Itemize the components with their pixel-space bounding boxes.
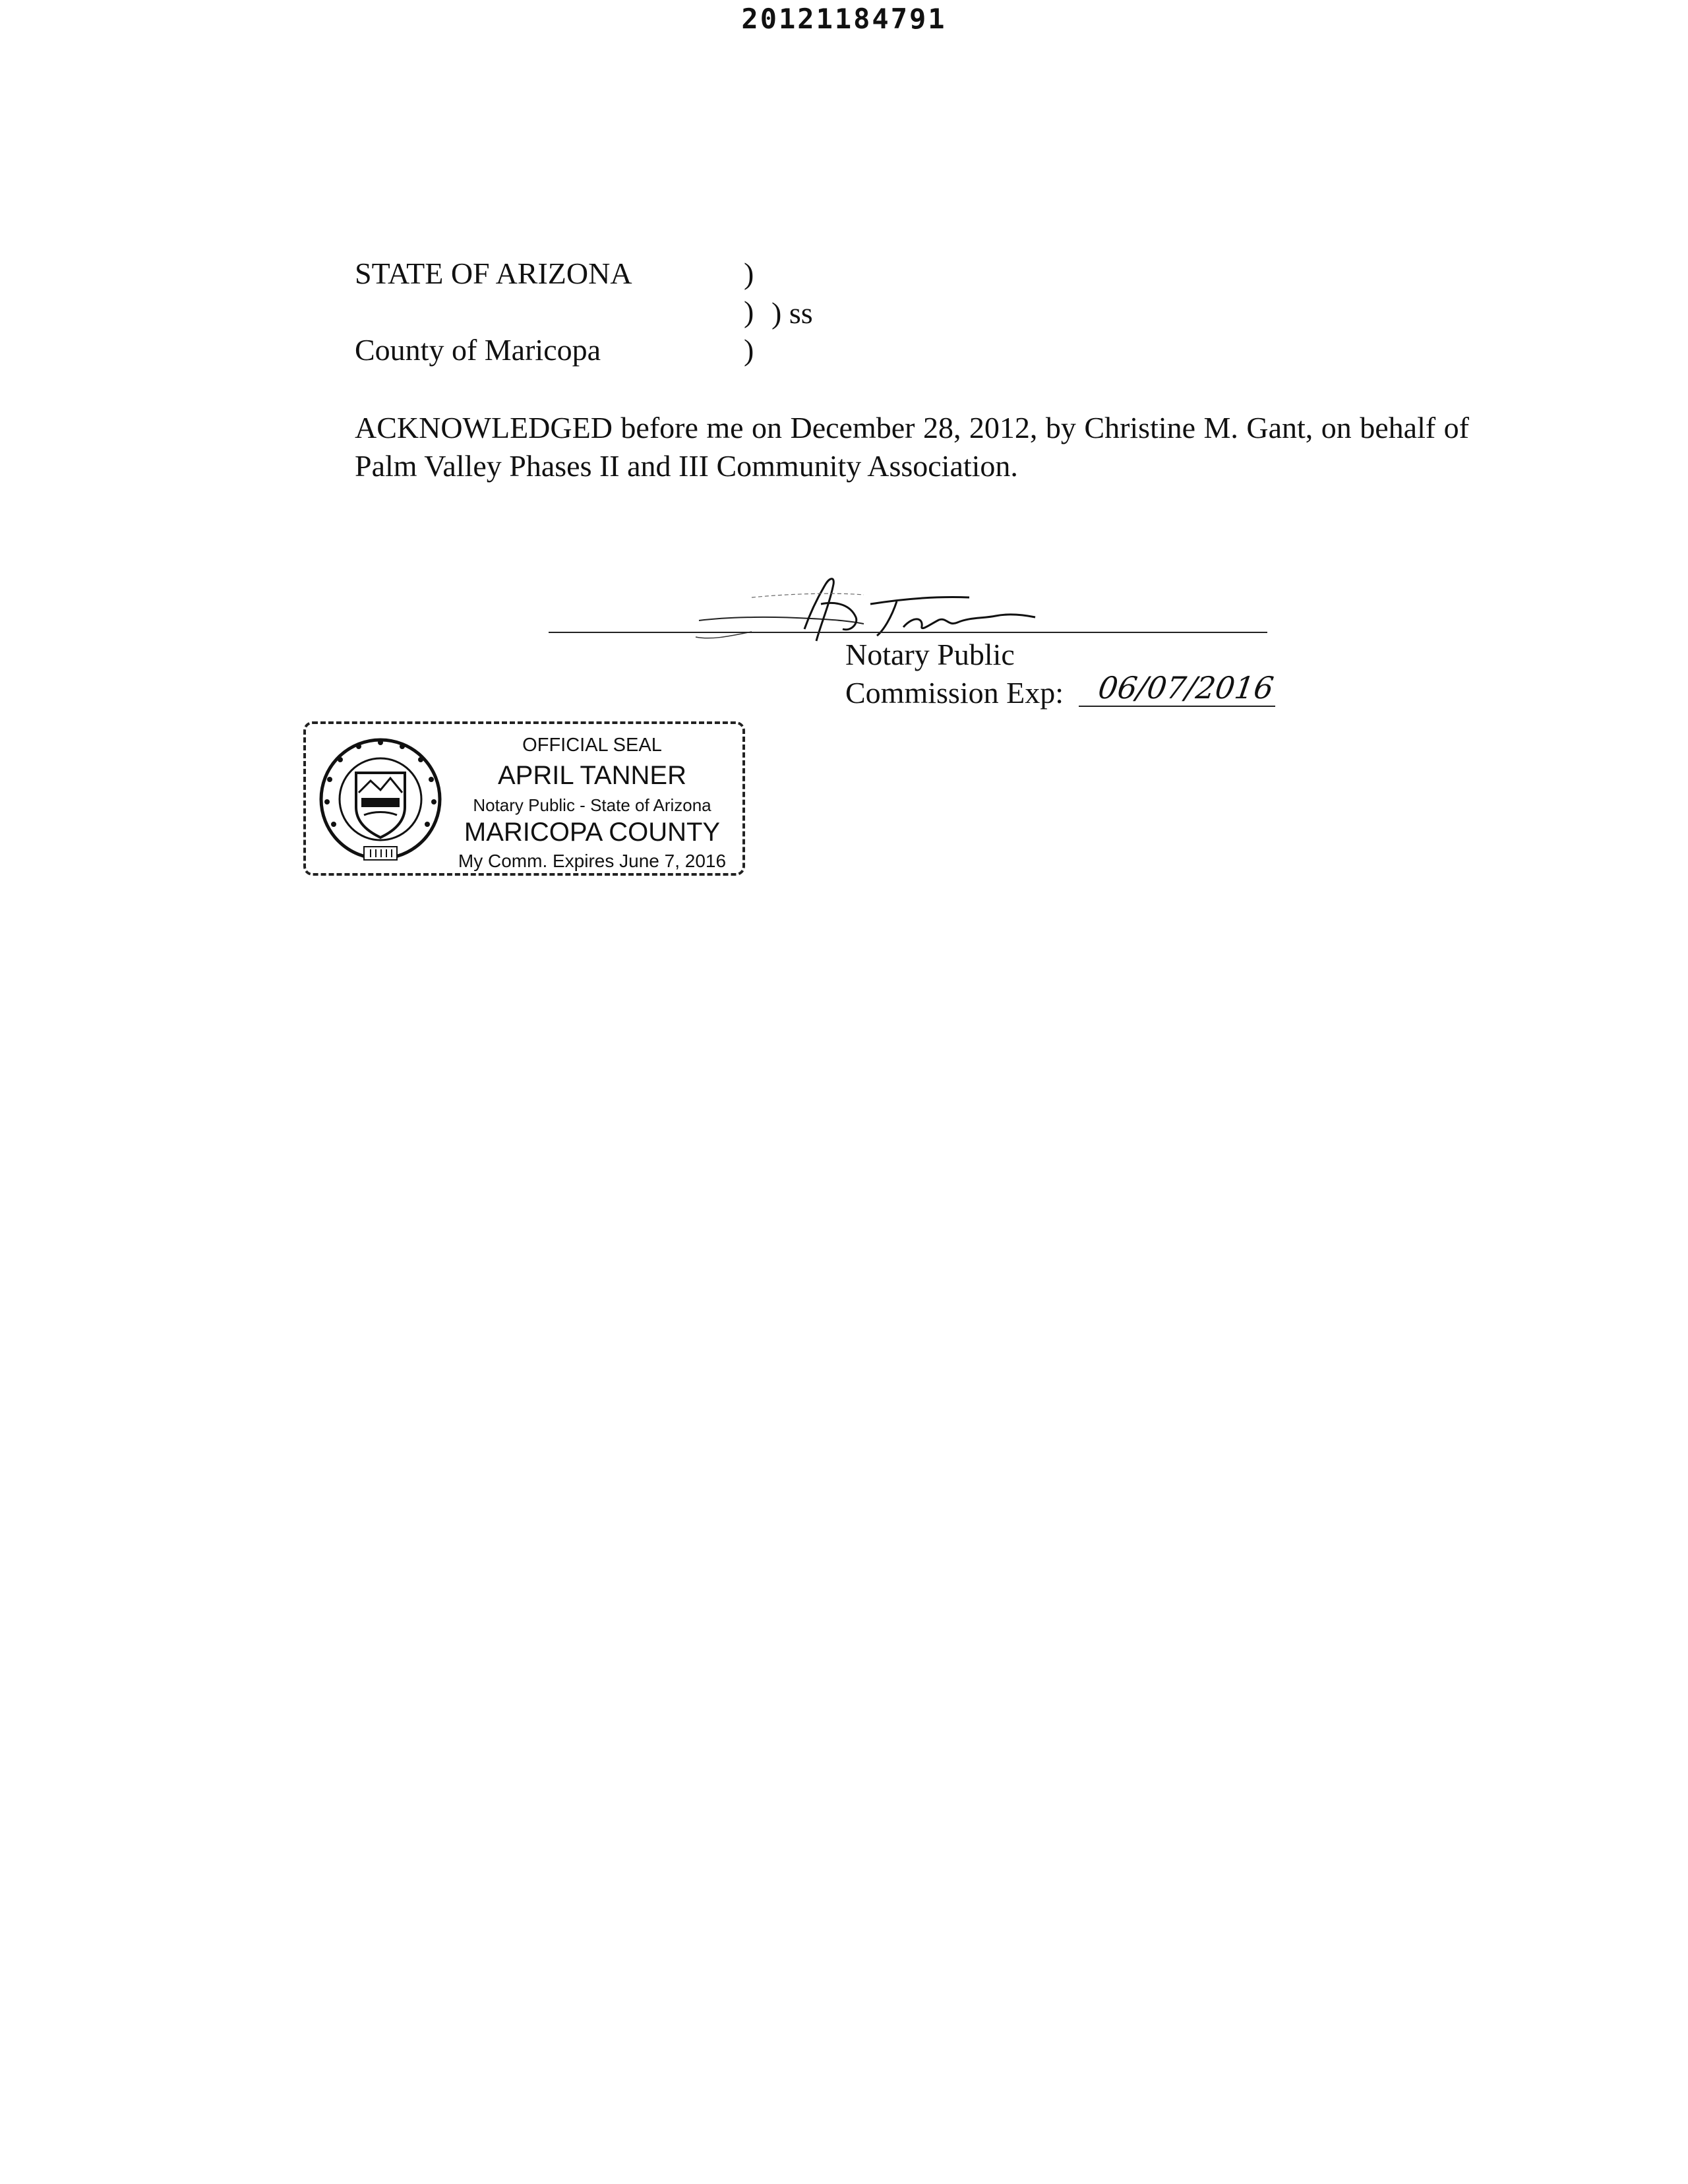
arizona-great-seal-emblem bbox=[318, 729, 443, 869]
commission-exp-label: Commission Exp: bbox=[845, 676, 1064, 710]
seal-expiration: My Comm. Expires June 7, 2016 bbox=[458, 851, 727, 871]
seal-county: MARICOPA COUNTY bbox=[464, 818, 721, 847]
notary-signature bbox=[686, 558, 1055, 650]
venue-county: County of Maricopa bbox=[355, 333, 601, 367]
seal-notary-state: Notary Public - State of Arizona bbox=[473, 795, 711, 815]
commission-exp-value: 06/07/2016 bbox=[1096, 670, 1276, 706]
venue-state: STATE OF ARIZONA bbox=[355, 257, 632, 290]
venue-ss: ) ss bbox=[771, 296, 813, 330]
seal-notary-name: APRIL TANNER bbox=[498, 761, 686, 790]
notary-public-label: Notary Public bbox=[845, 638, 1015, 671]
acknowledgment-paragraph: ACKNOWLEDGED before me on December 28, 2012, by Christine M. Gant, on behalf of Palm Valley Phases II and III Community Association. bbox=[355, 411, 1469, 483]
notary-official-seal bbox=[303, 721, 745, 876]
recording-number: 20121184791 bbox=[741, 3, 947, 35]
venue-paren-middle: ) bbox=[744, 295, 754, 328]
venue-paren-bottom: ) bbox=[744, 333, 754, 367]
venue-paren-top: ) bbox=[744, 257, 754, 290]
signature-line bbox=[549, 632, 1267, 633]
seal-official-seal: OFFICIAL SEAL bbox=[522, 735, 662, 756]
